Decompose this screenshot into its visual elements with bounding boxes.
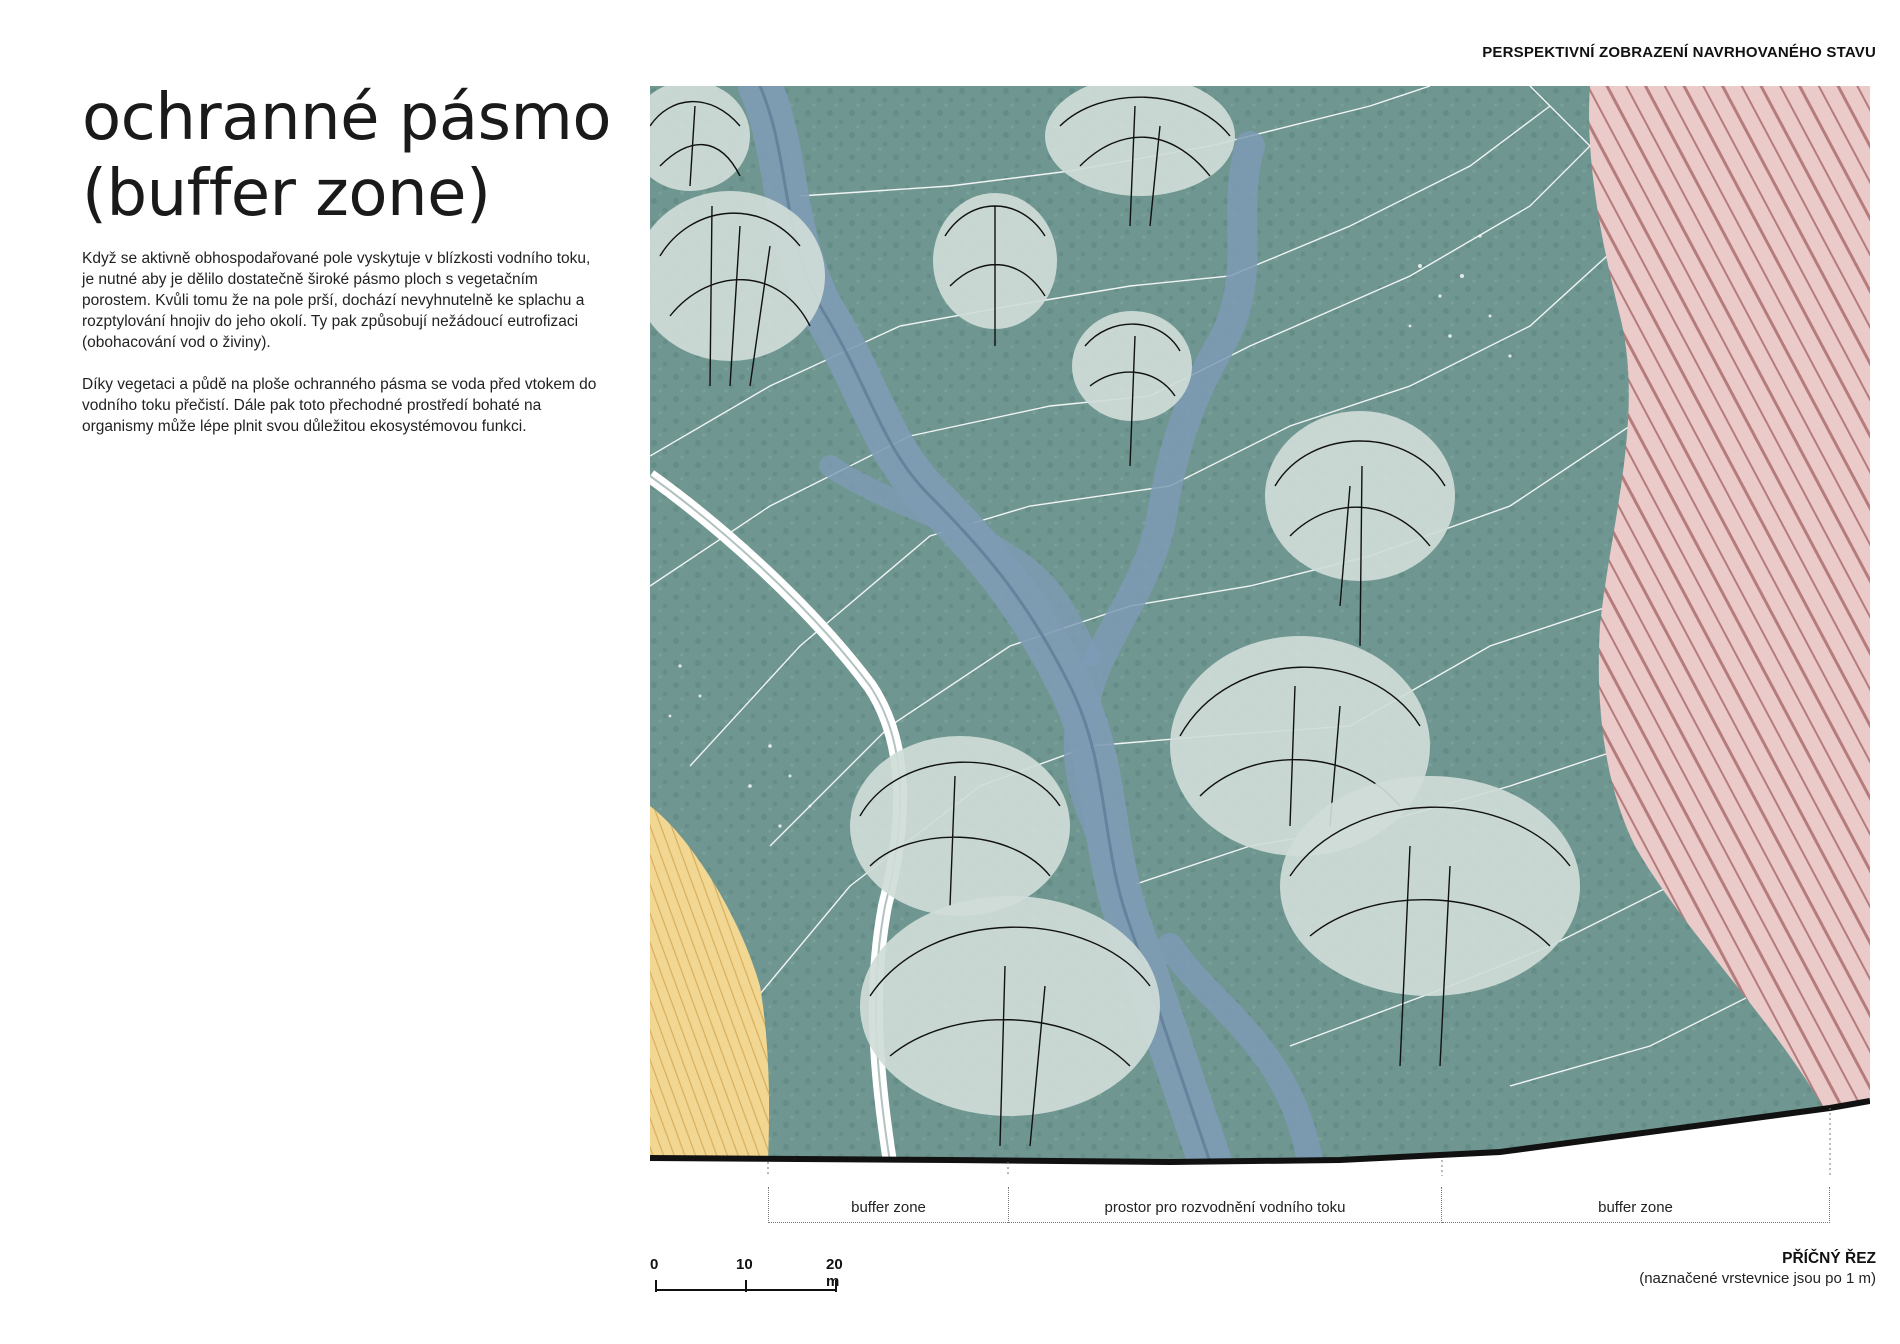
landscape <box>650 86 1870 1176</box>
description-paragraph-1: Když se aktivně obhospodařované pole vyskytuje v blízkosti vodního toku, je nutné aby je dělilo dostatečně široké pásmo ploch s vegetačním porostem. Kvůli tomu že na pole prší, dochází nevyhnutelně ke splachu a rozptylování hnojiv do jeho okolí. Ty pak způsobují nežádoucí eutrofizaci (obohacování vod o živiny). <box>82 250 591 351</box>
title-line-2: (buffer zone) <box>82 157 491 231</box>
section-note: (naznačené vrstevnice jsou po 1 m) <box>1639 1270 1876 1287</box>
scale-bar <box>652 1256 852 1296</box>
zone-buffer-right: buffer zone <box>1442 1187 1830 1223</box>
description <box>82 248 602 458</box>
zone-labels <box>0 1187 1900 1223</box>
page-title <box>82 80 642 232</box>
zone-buffer-left: buffer zone <box>768 1187 1008 1223</box>
tree <box>850 736 1070 916</box>
scale-tick-10: 10 <box>736 1256 753 1273</box>
description-paragraph-2: Díky vegetaci a půdě na ploše ochranného pásma se voda před vtokem do vodního toku přečistí. Dále pak toto přechodné prostředí bohaté na organismy může lépe plnit svou důležitou ekosystémovou funkci. <box>82 376 597 435</box>
zone-floodplain: prostor pro rozvodnění vodního toku <box>1008 1187 1442 1223</box>
header-label: PERSPEKTIVNÍ ZOBRAZENÍ NAVRHOVANÉHO STAVU <box>1482 44 1876 61</box>
title-line-1: ochranné pásmo <box>82 81 611 155</box>
scale-bar-line <box>652 1256 852 1296</box>
section-caption <box>1639 1250 1876 1287</box>
perspective-illustration <box>650 86 1870 1176</box>
scale-tick-20: 20 m <box>826 1256 843 1290</box>
scale-tick-0: 0 <box>650 1256 659 1273</box>
section-title: PŘÍČNÝ ŘEZ <box>1782 1250 1876 1267</box>
